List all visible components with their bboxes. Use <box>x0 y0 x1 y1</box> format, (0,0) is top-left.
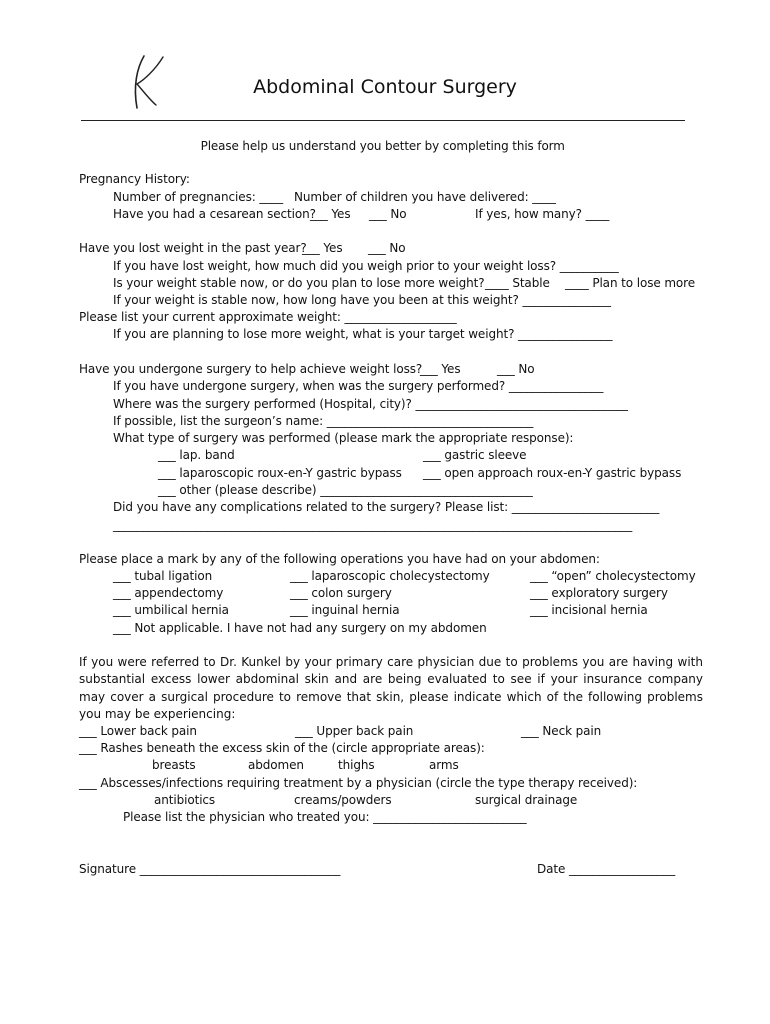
surgery-yes-option[interactable]: ___ Yes <box>420 362 461 376</box>
exploratory-surgery-option[interactable]: ___ exploratory surgery <box>530 586 668 600</box>
therapy-antibiotics[interactable]: antibiotics <box>154 793 216 807</box>
upper-back-pain-option[interactable]: ___ Upper back pain <box>295 724 414 738</box>
surgery-location-field[interactable]: Where was the surgery performed (Hospital, city)? ____________________________________ <box>113 397 628 411</box>
lower-back-pain-option[interactable]: ___ Lower back pain <box>79 724 197 738</box>
surgery-type-question: What type of surgery was performed (please mark the appropriate response): <box>113 431 574 445</box>
surgery-no-option[interactable]: ___ No <box>497 362 535 376</box>
neck-pain-option[interactable]: ___ Neck pain <box>521 724 602 738</box>
umbilical-hernia-option[interactable]: ___ umbilical hernia <box>113 603 229 617</box>
lap-roux-option[interactable]: ___ laparoscopic roux-en-Y gastric bypass <box>158 466 402 480</box>
pregnancy-heading: Pregnancy History: <box>79 172 190 186</box>
intro-text: Please help us understand you better by completing this form <box>200 139 565 153</box>
tubal-ligation-option[interactable]: ___ tubal ligation <box>113 569 213 583</box>
pregnancies-count-field[interactable]: Number of pregnancies: ____ <box>113 190 283 204</box>
therapy-drainage[interactable]: surgical drainage <box>475 793 578 807</box>
treating-physician-field[interactable]: Please list the physician who treated you: __________________________ <box>123 810 527 824</box>
current-weight-field[interactable]: Please list your current approximate weight: ___________________ <box>79 310 457 324</box>
cesarean-question: Have you had a cesarean section? <box>113 207 316 221</box>
referral-paragraph: If you were referred to Dr. Kunkel by your primary care physician due to problems you are having with substantial excess lower abdominal skin and are being evaluated to see if your insurance company may cover a surgical procedure to remove that skin, please indicate which of the following problems you may be experiencing: <box>79 655 703 722</box>
lap-band-option[interactable]: ___ lap. band <box>158 448 235 462</box>
date-field[interactable]: Date __________________ <box>537 862 676 876</box>
weight-loss-no-option[interactable]: ___ No <box>368 241 406 255</box>
signature-field[interactable]: Signature __________________________________ <box>79 862 341 876</box>
complications-field[interactable]: Did you have any complications related to the surgery? Please list: _________________________ <box>113 500 660 514</box>
page-title: Abdominal Contour Surgery <box>253 76 517 98</box>
area-thighs[interactable]: thighs <box>338 758 375 772</box>
open-cholecystectomy-option[interactable]: ___ “open” cholecystectomy <box>530 569 696 583</box>
delivered-count-field[interactable]: Number of children you have delivered: ____ <box>294 190 556 204</box>
target-weight-field[interactable]: If you are planning to lose more weight, what is your target weight? ________________ <box>113 327 613 341</box>
stable-duration-field[interactable]: If your weight is stable now, how long have you been at this weight? _______________ <box>113 293 611 307</box>
area-abdomen[interactable]: abdomen <box>248 758 304 772</box>
weight-loss-question: Have you lost weight in the past year? <box>79 241 307 255</box>
gastric-sleeve-option[interactable]: ___ gastric sleeve <box>423 448 527 462</box>
weight-stable-question: Is your weight stable now, or do you plan to lose more weight? <box>113 276 485 290</box>
lap-cholecystectomy-option[interactable]: ___ laparoscopic cholecystectomy <box>290 569 490 583</box>
cesarean-no-option[interactable]: ___ No <box>369 207 407 221</box>
weight-loss-yes-option[interactable]: ___ Yes <box>302 241 343 255</box>
open-roux-option[interactable]: ___ open approach roux-en-Y gastric bypass <box>423 466 682 480</box>
incisional-hernia-option[interactable]: ___ incisional hernia <box>530 603 648 617</box>
weight-plan-option[interactable]: ____ Plan to lose more <box>565 276 696 290</box>
appendectomy-option[interactable]: ___ appendectomy <box>113 586 224 600</box>
complications-line-field[interactable]: ________________________________________________________________________________________ <box>113 518 633 532</box>
other-surgery-field[interactable]: ___ other (please describe) ____________________________________ <box>158 483 533 497</box>
weight-stable-option[interactable]: ____ Stable <box>485 276 550 290</box>
cesarean-yes-option[interactable]: ___ Yes <box>310 207 351 221</box>
therapy-creams[interactable]: creams/powders <box>294 793 392 807</box>
not-applicable-option[interactable]: ___ Not applicable. I have not had any surgery on my abdomen <box>113 621 487 635</box>
area-breasts[interactable]: breasts <box>152 758 196 772</box>
operations-question: Please place a mark by any of the following operations you have had on your abdomen: <box>79 552 600 566</box>
surgery-date-field[interactable]: If you have undergone surgery, when was the surgery performed? ________________ <box>113 379 604 393</box>
surgery-question: Have you undergone surgery to help achieve weight loss? <box>79 362 423 376</box>
inguinal-hernia-option[interactable]: ___ inguinal hernia <box>290 603 400 617</box>
colon-surgery-option[interactable]: ___ colon surgery <box>290 586 392 600</box>
surgeon-name-field[interactable]: If possible, list the surgeon’s name: ___________________________________ <box>113 414 534 428</box>
abscesses-option[interactable]: ___ Abscesses/infections requiring treatment by a physician (circle the type therapy received): <box>79 776 638 790</box>
header-divider <box>81 120 685 121</box>
rashes-option[interactable]: ___ Rashes beneath the excess skin of the (circle appropriate areas): <box>79 741 485 755</box>
area-arms[interactable]: arms <box>429 758 459 772</box>
cesarean-count-field[interactable]: If yes, how many? ____ <box>475 207 610 221</box>
prior-weight-field[interactable]: If you have lost weight, how much did you weigh prior to your weight loss? __________ <box>113 259 619 273</box>
